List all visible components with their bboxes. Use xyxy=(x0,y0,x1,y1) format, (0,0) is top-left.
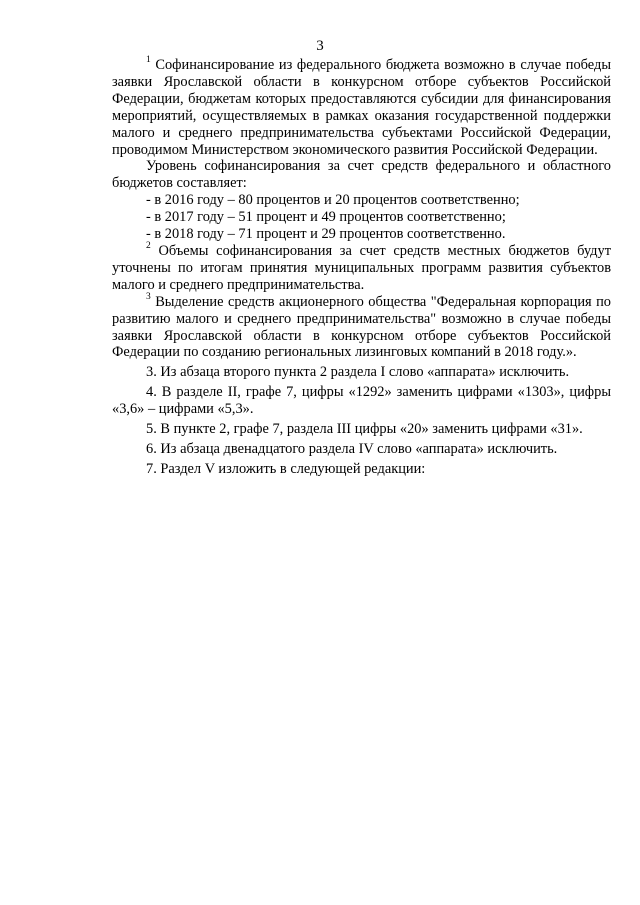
footnote-marker: 2 xyxy=(146,241,151,252)
list-item-2018 xyxy=(112,226,611,243)
amendment-item-4 xyxy=(112,384,611,418)
paragraph-text: Выделение средств акционерного общества "Федеральная корпорация по развитию малого и среднего предпринимательства" возможно в случае победы заявки Ярославской области в конкурсном отборе субъектов Российской Федерации по созданию региональных лизинговых компаний в 2018 году.». xyxy=(112,293,611,361)
footnote-marker: 3 xyxy=(146,291,151,302)
paragraph-text: Объемы софинансирования за счет средств местных бюджетов будут уточнены по итогам принятия муниципальных программ развития субъектов малого и среднего предпринимательства. xyxy=(112,242,611,293)
list-item-2016 xyxy=(112,192,611,209)
amendment-item-3 xyxy=(112,364,611,381)
footnote-3-paragraph xyxy=(112,291,611,362)
page-number: 3 xyxy=(316,38,324,54)
footnote-marker: 1 xyxy=(146,55,151,66)
amendment-item-6 xyxy=(112,441,611,458)
amendment-item-5 xyxy=(112,421,611,438)
paragraph-text: 3. Из абзаца второго пункта 2 раздела I слово «аппарата» исключить. xyxy=(146,364,570,381)
paragraph-text: 5. В пункте 2, графе 7, раздела III цифры «20» заменить цифрами «31». xyxy=(146,421,583,438)
footnote-1-paragraph xyxy=(112,57,611,158)
amendment-item-7 xyxy=(112,461,611,478)
paragraph-text: 6. Из абзаца двенадцатого раздела IV слово «аппарата» исключить. xyxy=(146,440,558,457)
paragraph-text: - в 2016 году – 80 процентов и 20 процентов соответственно; xyxy=(146,192,520,209)
paragraph-text: 4. В разделе II, графе 7, цифры «1292» заменить цифрами «1303», цифры «3,6» – цифрами «5,3». xyxy=(112,384,611,418)
paragraph-text: - в 2018 году – 71 процент и 29 процентов соответственно. xyxy=(146,226,506,243)
paragraph-text: Уровень софинансирования за счет средств федерального и областного бюджетов составляет: xyxy=(112,158,611,192)
paragraph-text: - в 2017 году – 51 процент и 49 процентов соответственно; xyxy=(146,209,506,226)
list-item-2017 xyxy=(112,209,611,226)
cofinancing-level-paragraph xyxy=(112,158,611,192)
document-body xyxy=(112,57,611,478)
paragraph-text: Софинансирование из федерального бюджета возможно в случае победы заявки Ярославской области в конкурсном отборе субъектов Российской Федерации, бюджетам которых предоставляются субсидии для финансирования мероприятий, осуществляемых в рамках оказания государственной поддержки малого и среднего предпринимательства субъектами Российской Федерации, проводимом Министерством экономического развития Российской Федерации. xyxy=(112,57,611,158)
paragraph-text: 7. Раздел V изложить в следующей редакции: xyxy=(146,460,426,477)
footnote-2-paragraph xyxy=(112,243,611,294)
